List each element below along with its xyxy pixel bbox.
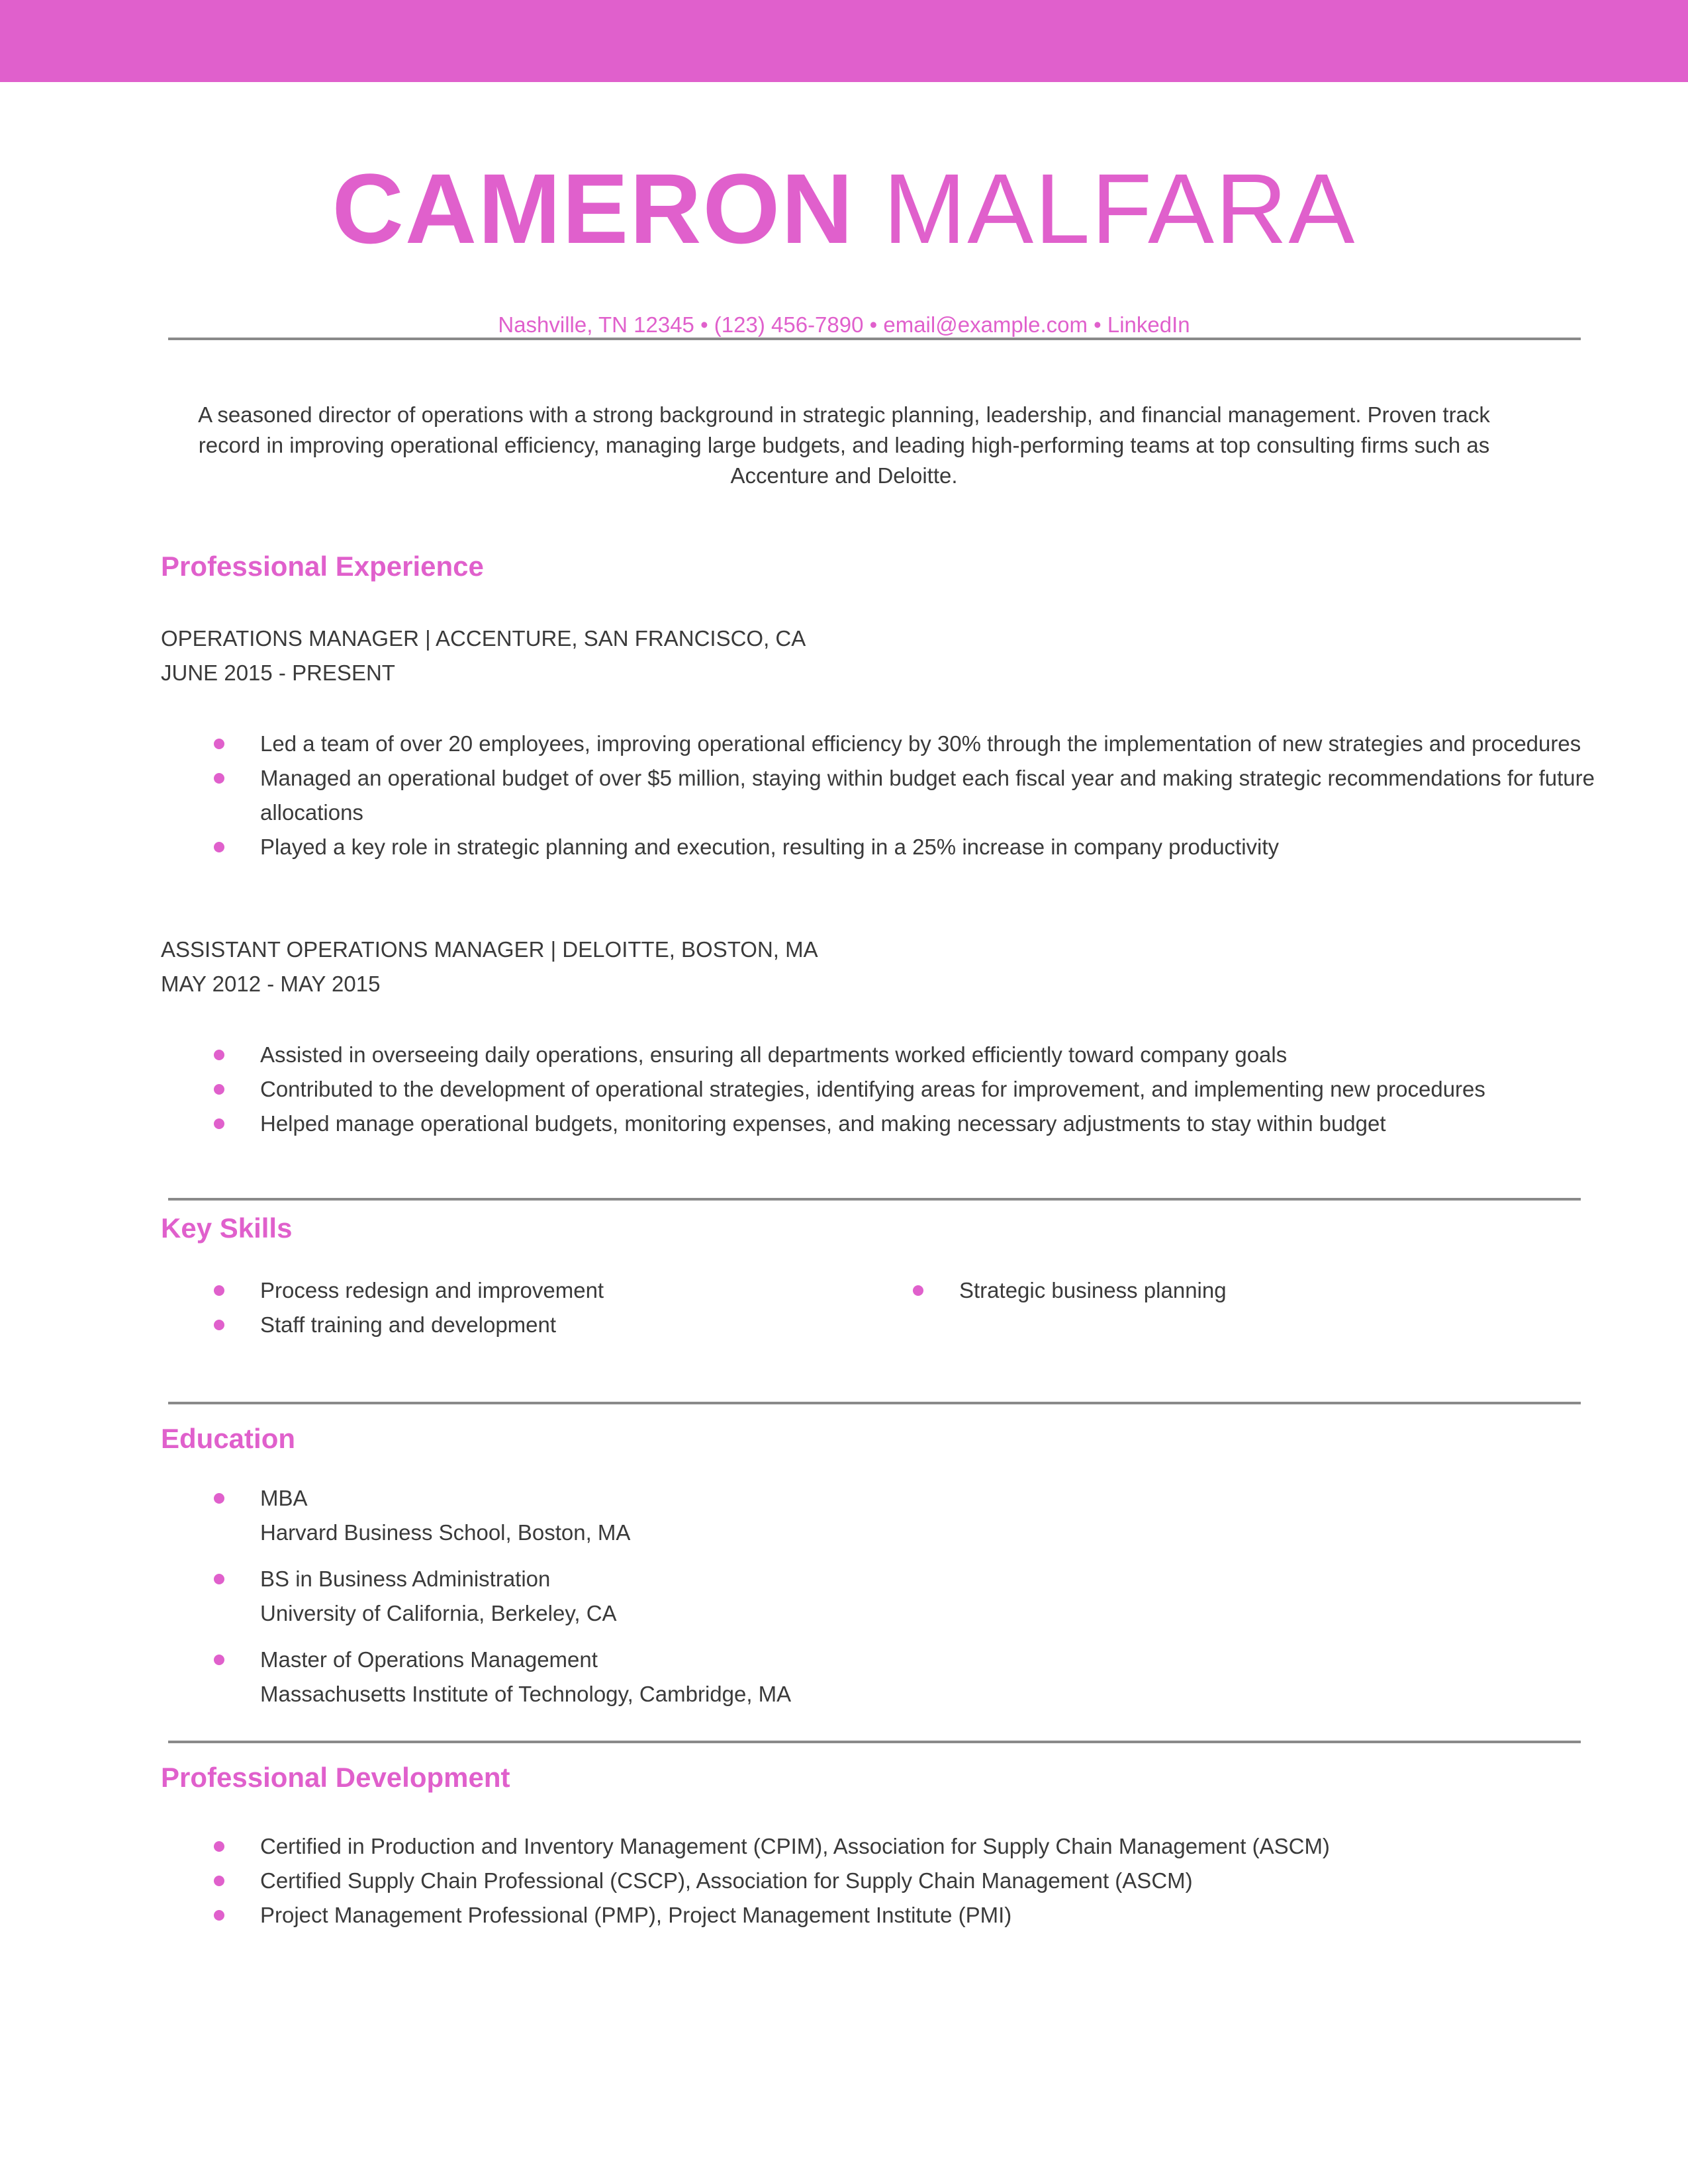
list-item <box>161 1562 1220 1631</box>
bullet-icon <box>214 1285 224 1296</box>
bullet-icon <box>214 1084 224 1095</box>
job-dates: JUNE 2015 - PRESENT <box>161 660 395 685</box>
list-item <box>161 830 1597 864</box>
bullet-icon <box>913 1285 923 1296</box>
bullet-icon <box>214 842 224 852</box>
bullet-icon <box>214 1876 224 1886</box>
divider <box>168 338 1581 340</box>
education-list <box>161 1481 1220 1723</box>
degree-text: Master of Operations Management <box>260 1647 598 1672</box>
section-title-education: Education <box>161 1423 296 1454</box>
certification-text: Certified in Production and Inventory Management (CPIM), Association for Supply Chain Management (ASCM) <box>260 1834 1330 1858</box>
bullet-text: Assisted in overseeing daily operations, ensuring all departments worked efficiently toward company goals <box>260 1042 1288 1067</box>
top-accent-bar <box>0 0 1688 82</box>
school-text: Harvard Business School, Boston, MA <box>260 1520 631 1545</box>
bullet-icon <box>214 1493 224 1504</box>
bullet-text: Contributed to the development of operational strategies, identifying areas for improvement, and implementing new procedures <box>260 1077 1485 1101</box>
list-item <box>161 761 1597 830</box>
resume-header <box>0 152 1688 338</box>
degree-text: BS in Business Administration <box>260 1567 551 1591</box>
divider <box>168 1741 1581 1743</box>
job-dates: MAY 2012 - MAY 2015 <box>161 972 381 996</box>
section-title-skills: Key Skills <box>161 1212 293 1244</box>
degree-text: MBA <box>260 1486 308 1510</box>
bullet-icon <box>214 1574 224 1584</box>
bullet-icon <box>214 1118 224 1129</box>
list-item <box>161 727 1597 761</box>
list-item <box>161 1481 1220 1550</box>
first-name: CAMERON <box>332 153 855 264</box>
section-title-development: Professional Development <box>161 1762 510 1793</box>
certification-text: Certified Supply Chain Professional (CSCP), Association for Supply Chain Management (ASCM) <box>260 1868 1193 1893</box>
list-item <box>161 1864 1551 1898</box>
list-item <box>161 1107 1597 1141</box>
contact-line: Nashville, TN 12345 • (123) 456-7890 • email@example.com • LinkedIn <box>498 312 1190 337</box>
divider <box>168 1402 1581 1404</box>
list-item <box>161 1829 1551 1864</box>
job-bullets <box>161 727 1597 864</box>
skills-right-column <box>860 1273 1522 1308</box>
bullet-text: Managed an operational budget of over $5 million, staying within budget each fiscal year and making strategic recommendations for future allocations <box>260 766 1595 825</box>
list-item <box>161 1072 1597 1107</box>
bullet-text: Helped manage operational budgets, monitoring expenses, and making necessary adjustments to stay within budget <box>260 1111 1386 1136</box>
list-item <box>161 1038 1597 1072</box>
bullet-icon <box>214 1320 224 1330</box>
job-title: ASSISTANT OPERATIONS MANAGER | DELOITTE, BOSTON, MA <box>161 937 818 962</box>
list-item <box>161 1898 1551 1933</box>
list-item <box>161 1308 823 1342</box>
candidate-name <box>0 152 1688 265</box>
skill-text: Strategic business planning <box>959 1278 1227 1302</box>
list-item <box>860 1273 1522 1308</box>
bullet-icon <box>214 773 224 784</box>
list-item <box>161 1643 1220 1711</box>
development-list <box>161 1829 1551 1933</box>
bullet-icon <box>214 1841 224 1852</box>
certification-text: Project Management Professional (PMP), Project Management Institute (PMI) <box>260 1903 1012 1927</box>
skill-text: Process redesign and improvement <box>260 1278 604 1302</box>
school-text: University of California, Berkeley, CA <box>260 1601 617 1625</box>
job-bullets <box>161 1038 1597 1141</box>
skills-left-column <box>161 1273 823 1342</box>
bullet-icon <box>214 1050 224 1060</box>
last-name: MALFARA <box>883 153 1356 264</box>
divider <box>168 1198 1581 1201</box>
job-title: OPERATIONS MANAGER | ACCENTURE, SAN FRANCISCO, CA <box>161 626 806 651</box>
school-text: Massachusetts Institute of Technology, Cambridge, MA <box>260 1682 792 1706</box>
bullet-icon <box>214 739 224 749</box>
bullet-icon <box>214 1655 224 1665</box>
bullet-text: Led a team of over 20 employees, improving operational efficiency by 30% through the implementation of new strategies and procedures <box>260 731 1581 756</box>
list-item <box>161 1273 823 1308</box>
bullet-icon <box>214 1910 224 1921</box>
bullet-text: Played a key role in strategic planning and execution, resulting in a 25% increase in company productivity <box>260 835 1280 859</box>
section-title-experience: Professional Experience <box>161 551 484 582</box>
skill-text: Staff training and development <box>260 1312 557 1337</box>
summary-paragraph: A seasoned director of operations with a strong background in strategic planning, leadership, and financial management. Proven track record in improving operational efficiency, managing large budgets, and leading high-performing teams at top consulting firms such as Accenture and Deloitte. <box>198 402 1490 488</box>
